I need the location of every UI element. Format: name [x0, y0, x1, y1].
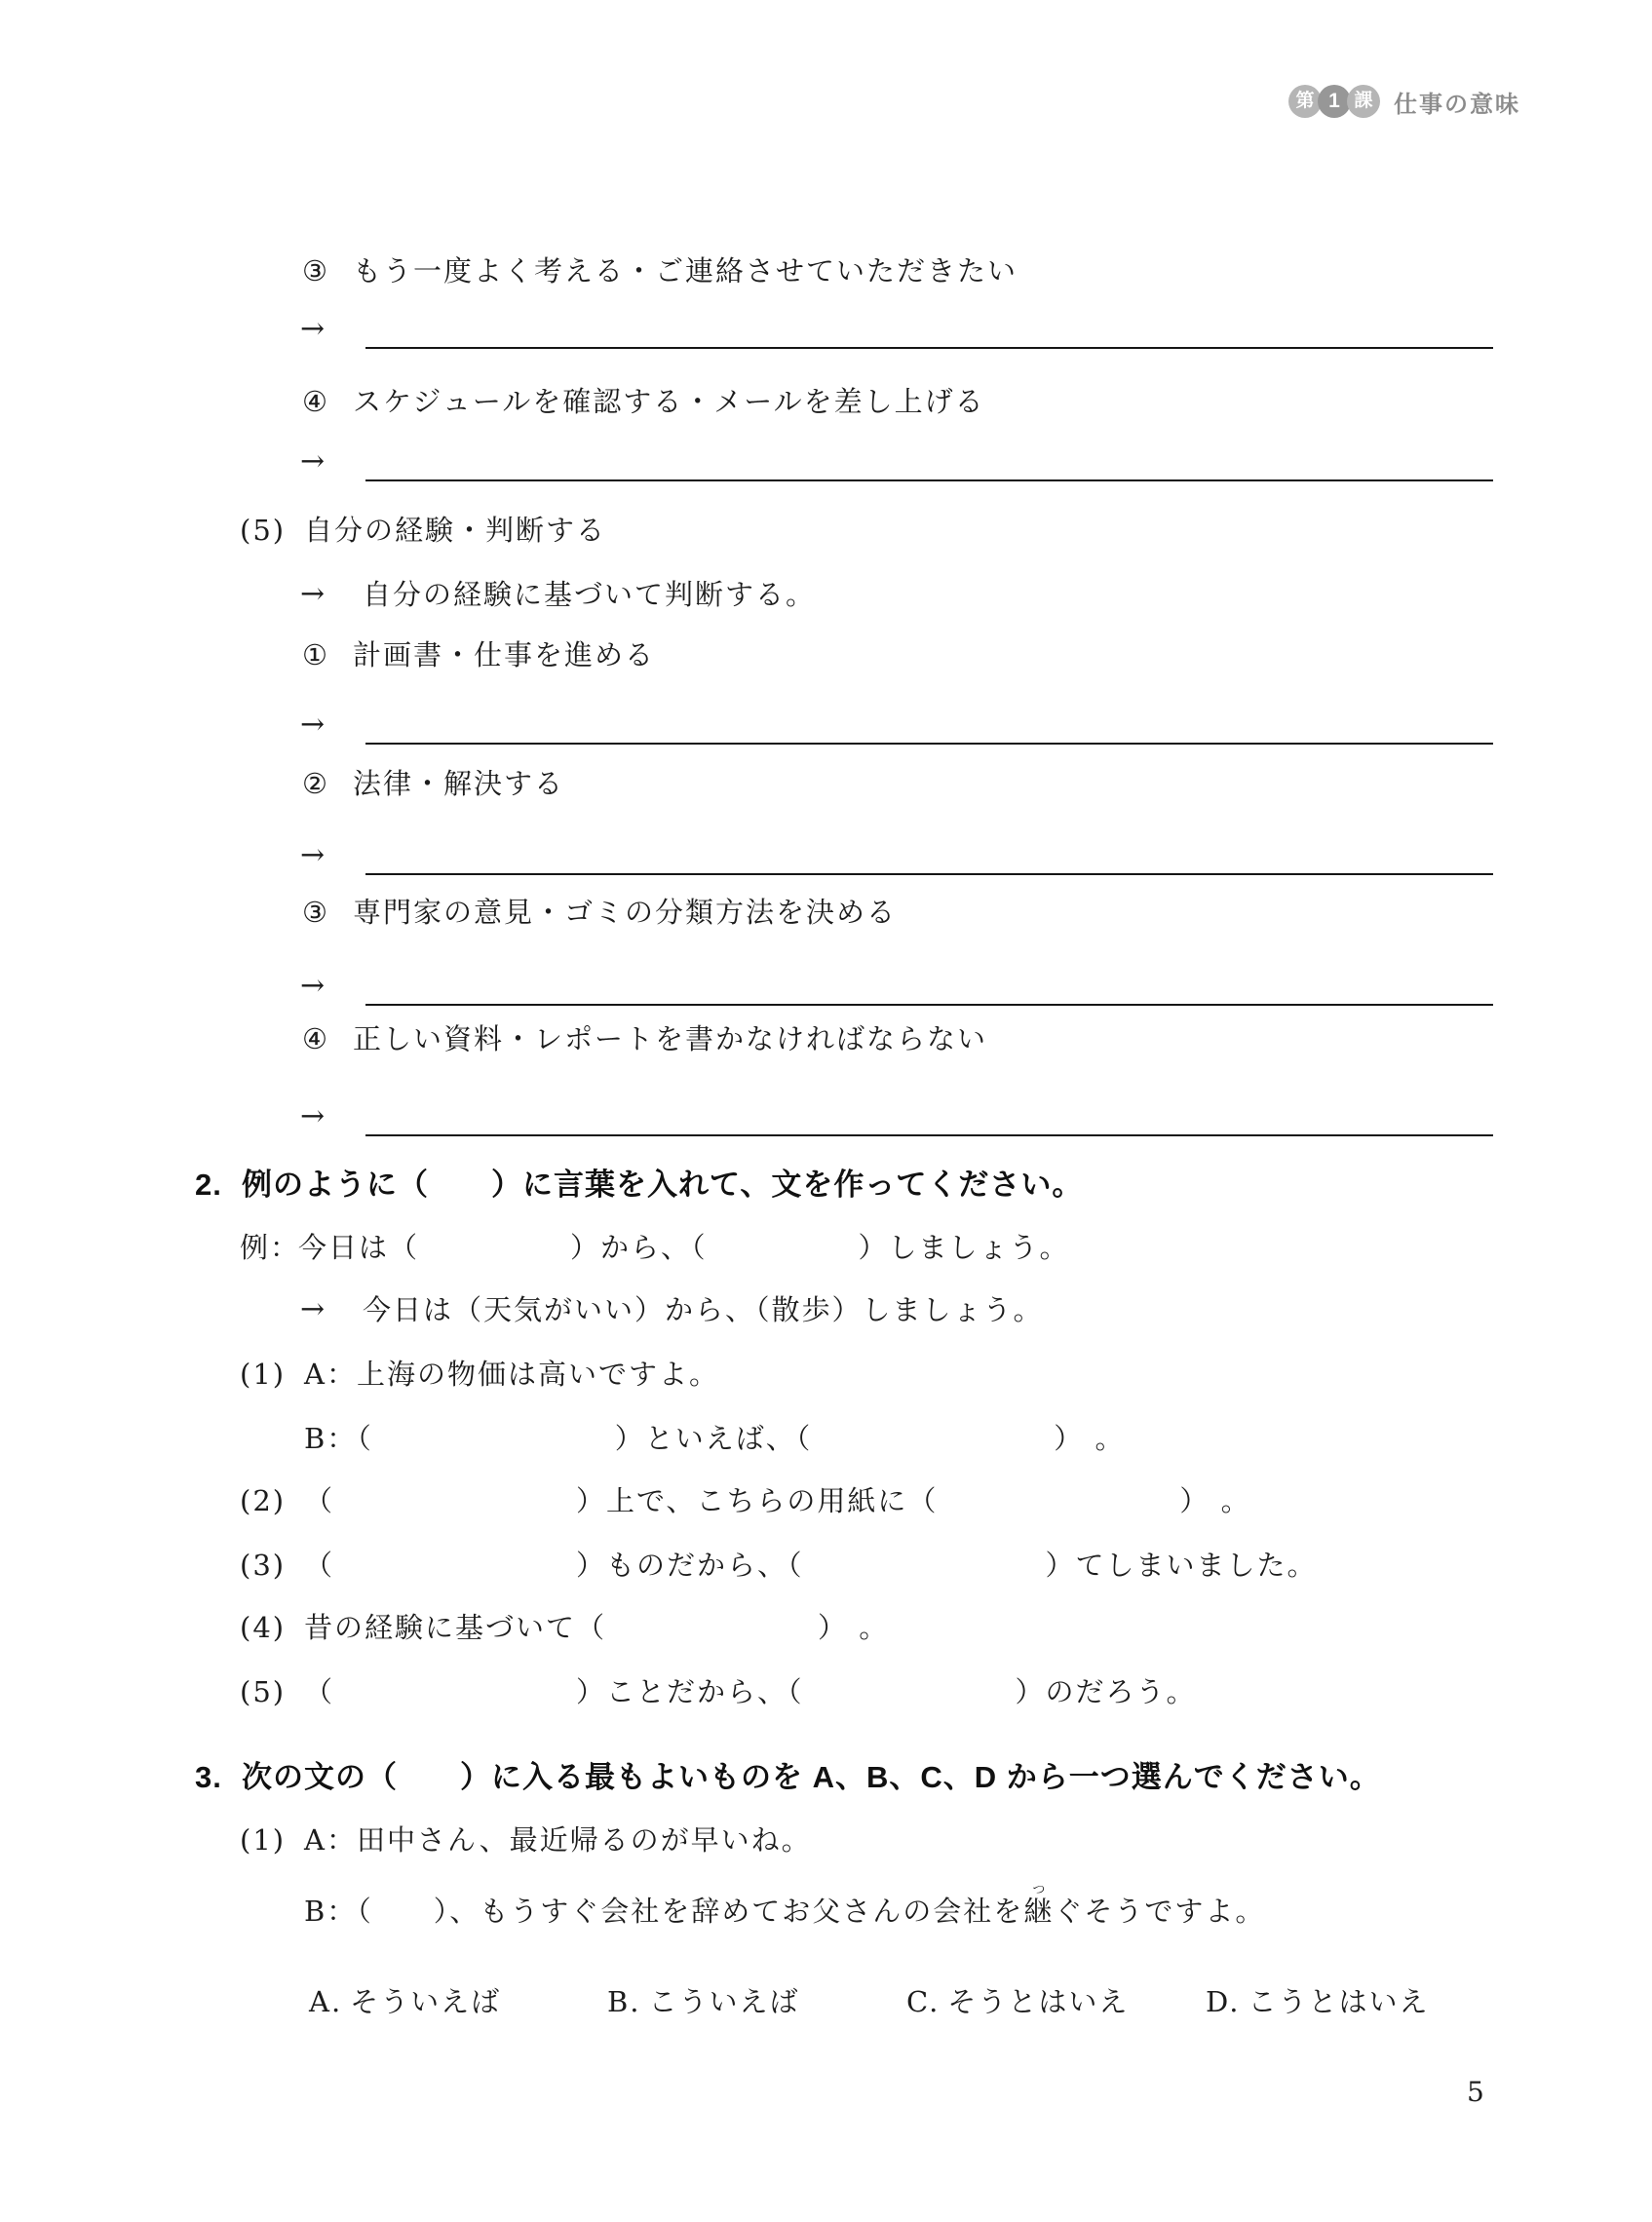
option-d: D. こうとはいえ [1206, 1985, 1430, 2018]
option-b: B. こういえば [607, 1985, 800, 2018]
example-label: 例： [240, 1231, 301, 1264]
item-number: (5) [240, 514, 287, 547]
page-number: 5 [1467, 2076, 1484, 2108]
circled-number: ④ [302, 1022, 329, 1055]
chapter-badge-circle-3: 課 [1347, 85, 1380, 118]
arrow-icon: → [300, 312, 327, 346]
answer-blank-line [365, 1134, 1493, 1136]
option-a: A. そういえば [309, 1985, 502, 2018]
answer-row [0, 441, 1652, 483]
circled-number: ④ [302, 385, 329, 418]
question-item [0, 1670, 1652, 1713]
answer-row [0, 308, 1652, 351]
example-prompt [0, 1226, 1652, 1269]
answer-row [0, 965, 1652, 1008]
question-item [0, 1544, 1652, 1587]
prompt-text: スケジュールを確認する・メールを差し上げる [353, 385, 985, 418]
example-answer-row [0, 573, 1652, 616]
arrow-icon: → [300, 577, 327, 611]
arrow-icon: → [300, 444, 327, 479]
chapter-title: 仕事の意味 [1394, 91, 1520, 118]
prompt-text: 正しい資料・レポートを書かなければならない [353, 1022, 988, 1055]
arrow-icon: → [300, 1292, 327, 1326]
question-text: （ ）上で、こちらの用紙に（ ） 。 [304, 1484, 1251, 1517]
prompt-text: 法律・解決する [353, 767, 565, 800]
item-number: (4) [240, 1611, 287, 1644]
chapter-badge-circle-1: 第 [1288, 85, 1322, 118]
question-text: （ ）ものだから、（ ）てしまいました。 [304, 1549, 1318, 1582]
circled-number: ③ [302, 896, 329, 929]
circled-number: ① [302, 638, 329, 671]
prompt-item [0, 633, 1652, 676]
answer-blank-line [365, 873, 1493, 875]
question-item [0, 1606, 1652, 1649]
prompt-text: 専門家の意見・ゴミの分類方法を決める [353, 896, 898, 929]
question-line-a: A：上海の物価は高いですよ。 [304, 1358, 719, 1391]
item-number: (3) [240, 1549, 287, 1582]
item-number: (2) [240, 1484, 287, 1517]
answer-blank-line [365, 347, 1493, 349]
example-prompt-text: 今日は（ ）から、（ ）しましょう。 [298, 1231, 1070, 1264]
question-item [0, 1479, 1652, 1522]
question-line-b: B：（ ）といえば、（ ） 。 [304, 1422, 1126, 1455]
answer-row [0, 834, 1652, 877]
chapter-header [1288, 82, 1520, 121]
question-line-b: B：（ ）、もうすぐ会社を辞めてお父さんの会社を継つぐそうですよ。 [304, 1883, 1266, 1928]
prompt-item [0, 1017, 1652, 1060]
arrow-icon: → [300, 708, 327, 742]
section-2-heading [0, 1162, 1652, 1208]
answer-row [0, 1095, 1652, 1138]
question-item [0, 1819, 1652, 1861]
prompt-item [0, 380, 1652, 423]
example-answer-text: 自分の経験に基づいて判断する。 [363, 578, 817, 611]
prompt-text: もう一度よく考える・ご連絡させていただきたい [353, 254, 1018, 287]
arrow-icon: → [300, 969, 327, 1003]
section-number: 2. [195, 1168, 222, 1202]
circled-number: ③ [302, 254, 329, 287]
example-answer-row [0, 1288, 1652, 1331]
answer-blank-line [365, 1004, 1493, 1006]
options-row [0, 1980, 1652, 2023]
question-line-a: A：田中さん、最近帰るのが早いね。 [304, 1823, 812, 1857]
arrow-icon: → [300, 838, 327, 872]
question-text: （ ）ことだから、（ ）のだろう。 [304, 1675, 1197, 1708]
section-heading-text: 例のように（ ）に言葉を入れて、文を作ってください。 [242, 1168, 1084, 1202]
option-c: C. そうとはいえ [906, 1985, 1130, 2018]
question-text: 昔の経験に基づいて（ ） 。 [304, 1611, 890, 1644]
section-number: 3. [195, 1760, 222, 1794]
example-answer-text: 今日は（天気がいい）から、（散歩）しましょう。 [363, 1293, 1044, 1326]
answer-blank-line [365, 743, 1493, 745]
answer-blank-line [365, 479, 1493, 481]
circled-number: ② [302, 767, 329, 800]
furigana-ruby: 継つ [1023, 1883, 1055, 1928]
item-text: 自分の経験・判断する [304, 514, 607, 547]
arrow-icon: → [300, 1099, 327, 1133]
prompt-text: 計画書・仕事を進める [353, 638, 656, 671]
section-3-heading [0, 1754, 1652, 1801]
prompt-item [0, 762, 1652, 805]
prompt-item [0, 891, 1652, 934]
question-item-line-b [0, 1417, 1652, 1460]
numbered-item [0, 509, 1652, 552]
item-number: (1) [240, 1358, 287, 1391]
question-item-line-b [0, 1883, 1652, 1926]
item-number: (1) [240, 1823, 287, 1857]
question-item [0, 1353, 1652, 1396]
prompt-item [0, 249, 1652, 292]
answer-row [0, 704, 1652, 747]
section-heading-text: 次の文の（ ）に入る最もよいものを A、B、C、D から一つ選んでください。 [242, 1760, 1381, 1794]
item-number: (5) [240, 1675, 287, 1708]
chapter-badge-circle-2: 1 [1318, 85, 1351, 118]
